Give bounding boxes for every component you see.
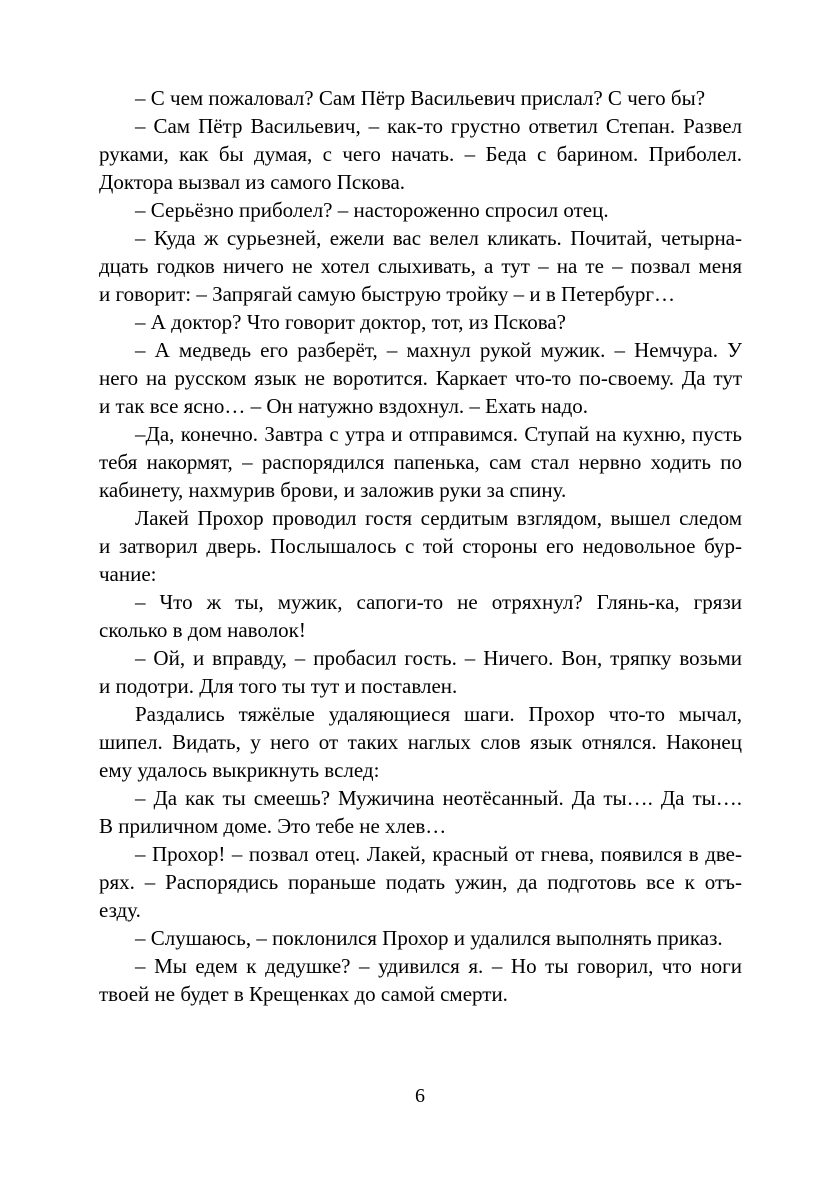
text-line: Раздались тяжёлые удаляющиеся шаги. Прохор что-то мычал, xyxy=(135,702,742,726)
paragraph xyxy=(99,504,742,588)
paragraph xyxy=(99,588,742,644)
text-line: – Слушаюсь, – поклонился Прохор и удалился выполнять приказ. xyxy=(135,926,723,950)
text-line: В приличном доме. Это тебе не хлев… xyxy=(99,814,447,838)
text-line: дцать годков ничего не хотел слыхивать, а тут – на те – позвал меня xyxy=(99,254,742,278)
paragraph xyxy=(99,84,742,112)
paragraph xyxy=(99,644,742,700)
text-line: твоей не будет в Крещенках до самой смерти. xyxy=(99,982,508,1006)
text-line: чание: xyxy=(99,562,157,586)
text-line: – Да как ты смеешь? Мужичина неотёсанный. Да ты…. Да ты…. xyxy=(135,786,742,810)
body-text xyxy=(99,84,742,1008)
text-line: – Ой, и вправду, – пробасил гость. – Ничего. Вон, тряпку возьми xyxy=(135,646,742,670)
paragraph xyxy=(99,784,742,840)
text-line: и затворил дверь. Послышалось с той стороны его недовольное бур- xyxy=(99,534,742,558)
paragraph xyxy=(99,308,742,336)
text-line: – Что ж ты, мужик, сапоги-то не отряхнул? Глянь-ка, грязи xyxy=(135,590,742,614)
text-line: Доктора вызвал из самого Пскова. xyxy=(99,170,406,194)
paragraph xyxy=(99,840,742,924)
text-line: и подотри. Для того ты тут и поставлен. xyxy=(99,674,458,698)
text-line: него на русском язык не воротится. Каркает что-то по-своему. Да тут xyxy=(99,366,742,390)
paragraph xyxy=(99,224,742,308)
text-line: кабинету, нахмурив брови, и заложив руки за спину. xyxy=(99,478,567,502)
text-line: сколько в дом наволок! xyxy=(99,618,306,642)
paragraph xyxy=(99,196,742,224)
page-number: 6 xyxy=(415,1085,425,1107)
text-line: – А медведь его разберёт, – махнул рукой мужик. – Немчура. У xyxy=(135,338,742,362)
text-line: и говорит: – Запрягай самую быструю тройку – и в Петербург… xyxy=(99,282,676,306)
text-line: ему удалось выкрикнуть вслед: xyxy=(99,758,380,782)
text-line: – Серьёзно приболел? – настороженно спросил отец. xyxy=(135,198,609,222)
text-line: – Куда ж сурьезней, ежели вас велел кликать. Почитай, четырна- xyxy=(135,226,742,250)
text-line: руками, как бы думая, с чего начать. – Беда с барином. Приболел. xyxy=(99,142,742,166)
text-line: –Да, конечно. Завтра с утра и отправимся. Ступай на кухню, пусть xyxy=(135,422,742,446)
paragraph xyxy=(99,700,742,784)
paragraph xyxy=(99,924,742,952)
text-line: тебя накормят, – распорядился папенька, сам стал нервно ходить по xyxy=(99,450,742,474)
text-line: езду. xyxy=(99,898,141,922)
text-line: и так все ясно… – Он натужно вздохнул. – Ехать надо. xyxy=(99,394,589,418)
text-line: Лакей Прохор проводил гостя сердитым взглядом, вышел следом xyxy=(135,506,742,530)
paragraph xyxy=(99,420,742,504)
text-line: – Сам Пётр Васильевич, – как-то грустно ответил Степан. Развел xyxy=(135,114,742,138)
text-line: – Мы едем к дедушке? – удивился я. – Но ты говорил, что ноги xyxy=(135,954,742,978)
text-line: шипел. Видать, у него от таких наглых слов язык отнялся. Наконец xyxy=(99,730,742,754)
paragraph xyxy=(99,952,742,1008)
paragraph xyxy=(99,112,742,196)
paragraph xyxy=(99,336,742,420)
text-line: – С чем пожаловал? Сам Пётр Васильевич прислал? С чего бы? xyxy=(135,86,706,110)
text-line: – Прохор! – позвал отец. Лакей, красный от гнева, появился в две- xyxy=(135,842,742,866)
text-line: – А доктор? Что говорит доктор, тот, из Пскова? xyxy=(135,310,566,334)
text-line: рях. – Распорядись пораньше подать ужин, да подготовь все к отъ- xyxy=(99,870,742,894)
